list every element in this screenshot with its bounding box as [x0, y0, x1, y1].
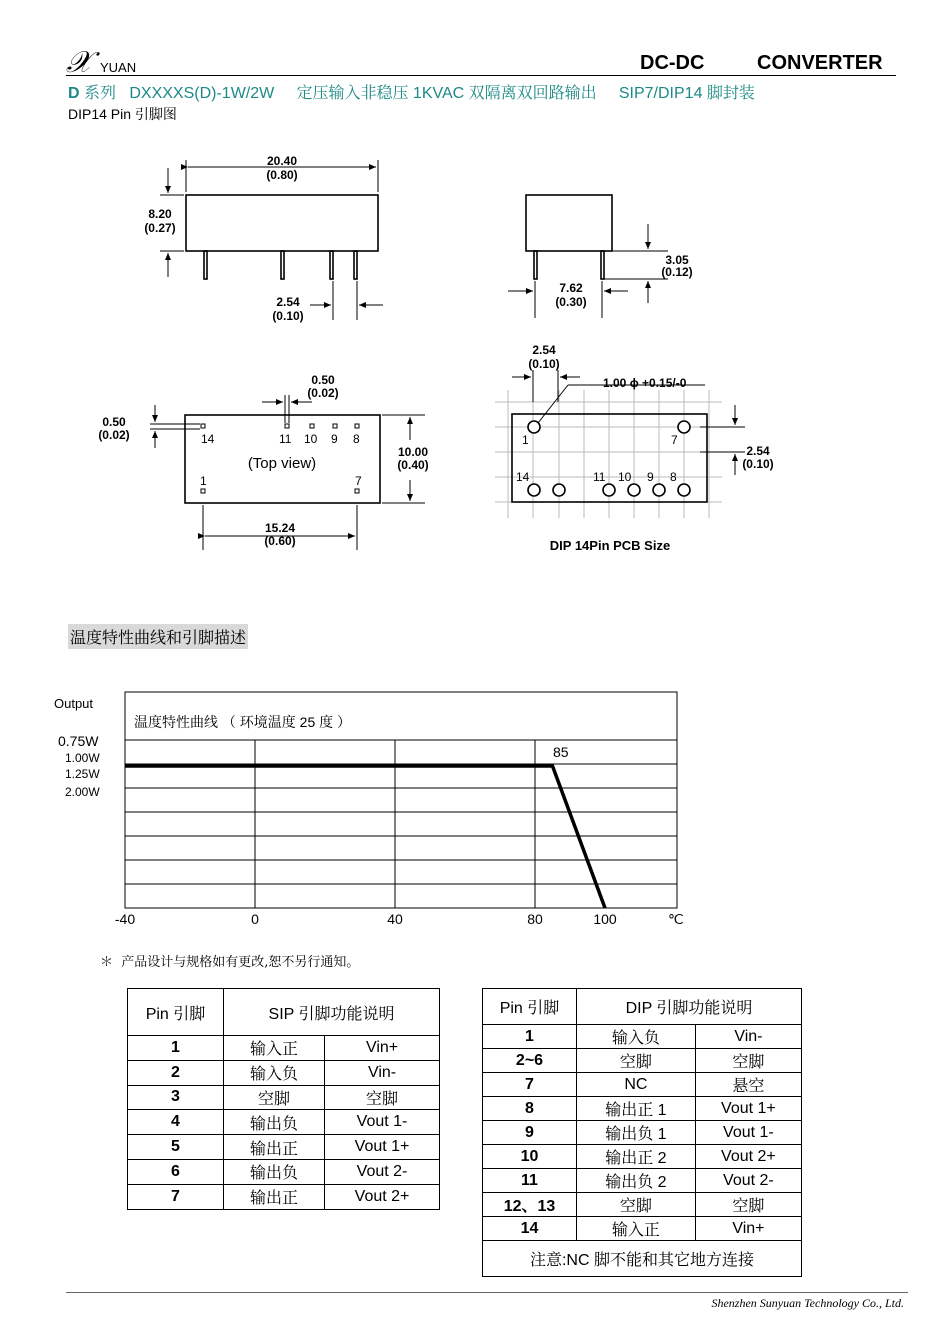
pin-signal-cell: Vout 2+: [325, 1184, 440, 1209]
dim-pcb-pitch-in: (0.10): [528, 357, 560, 371]
pin-signal-cell: Vin+: [695, 1217, 801, 1241]
pin-function-cell: 输入负: [577, 1025, 696, 1049]
pin-function-cell: 输出负 1: [577, 1121, 696, 1145]
derating-chart: [0, 680, 950, 930]
dim-pcb-row-pitch-in: (0.10): [742, 457, 774, 471]
dip-header-pin: Pin 引脚: [483, 989, 577, 1025]
pin-signal-cell: Vout 2-: [695, 1169, 801, 1193]
pin-number-cell: 10: [483, 1145, 577, 1169]
end-view-body: [526, 195, 612, 251]
chart-level-label: 2.00W: [65, 785, 100, 799]
pin-number-cell: 2: [128, 1060, 224, 1085]
dim-side-height: 8.20: [148, 207, 172, 221]
dim-pin-thick-in: (0.02): [98, 428, 130, 442]
table-row: [128, 1060, 440, 1085]
dim-pin-width-in: (0.02): [307, 386, 339, 400]
dim-side-height-in: (0.27): [144, 221, 176, 235]
footer-company: Shenzhen Sunyuan Technology Co., Ltd.: [711, 1296, 904, 1310]
chart-x-unit: ℃: [668, 911, 684, 927]
dim-side-width: 20.40: [266, 154, 298, 168]
table-row: [483, 1121, 802, 1145]
pin-signal-cell: Vout 1-: [325, 1110, 440, 1135]
chart-series-line: [125, 766, 605, 908]
table-row: [483, 1169, 802, 1193]
dim-pin-pitch-in: (0.10): [272, 309, 304, 323]
end-pin: [601, 251, 604, 279]
pcb-hole: [678, 484, 690, 496]
pin-number-cell: 3: [128, 1085, 224, 1110]
table-row: [483, 1145, 802, 1169]
table-row: [483, 1193, 802, 1217]
pin-signal-cell: 悬空: [695, 1073, 801, 1097]
pin-signal-cell: Vout 2+: [695, 1145, 801, 1169]
table-row: [128, 1085, 440, 1110]
pcb-pin-label: 14: [516, 470, 530, 484]
dim-row-spacing-in: (0.30): [555, 295, 587, 309]
pin-signal-cell: Vout 1+: [325, 1135, 440, 1160]
dim-end-pin-len-in: (0.12): [661, 265, 693, 279]
sip-header-pin: Pin 引脚: [128, 989, 224, 1036]
pin-signal-cell: 空脚: [695, 1049, 801, 1073]
pin-number-cell: 14: [483, 1217, 577, 1241]
table-row: [483, 1025, 802, 1049]
pin-function-cell: 输出负 2: [577, 1169, 696, 1193]
top-pin-label: 8: [353, 432, 360, 446]
table-row: [128, 1110, 440, 1135]
pin-number-cell: 7: [483, 1073, 577, 1097]
end-pin: [534, 251, 537, 279]
pin-signal-cell: Vin-: [695, 1025, 801, 1049]
pcb-hole: [528, 484, 540, 496]
side-pin: [204, 251, 207, 279]
chart-x-tick: 80: [527, 911, 543, 927]
dim-pin-span-in: (0.60): [264, 534, 296, 548]
header-title-left: DC-DC: [640, 52, 705, 74]
series-text: 系列 DXXXXS(D)-1W/2W 定压输入非稳压 1KVAC 双隔离双回路输出 SIP7/DIP14 脚封装: [79, 85, 755, 102]
pcb-pin-label: 8: [670, 470, 677, 484]
dim-body-depth-in: (0.40): [397, 458, 429, 472]
dip-footer-note: 注意:NC 脚不能和其它地方连接: [483, 1241, 802, 1277]
sip-header-desc: SIP 引脚功能说明: [224, 989, 440, 1036]
pcb-hole: [603, 484, 615, 496]
pcb-pin-label: 1: [522, 433, 529, 447]
pin-function-cell: 空脚: [577, 1049, 696, 1073]
table-row: [128, 1184, 440, 1209]
pcb-hole: [628, 484, 640, 496]
top-pin-label: 10: [304, 432, 318, 446]
side-pin: [330, 251, 333, 279]
header-title-right: CONVERTER: [757, 52, 883, 74]
pcb-pin-label: 11: [593, 470, 606, 484]
dim-side-width-in: (0.80): [266, 168, 298, 182]
dim-end-pin-len: 3.05: [665, 253, 689, 267]
table-row: [483, 1217, 802, 1241]
dim-pin-span: 15.24: [264, 521, 296, 535]
pin-signal-cell: Vout 2-: [325, 1159, 440, 1184]
side-view-body: [186, 195, 378, 251]
pcb-grid: [495, 390, 722, 518]
table-row: [483, 1097, 802, 1121]
pin-number-cell: 12、13: [483, 1193, 577, 1217]
pin-function-cell: 输出负: [224, 1110, 325, 1135]
chart-level-label: 0.75W: [58, 733, 99, 749]
section-title: 温度特性曲线和引脚描述: [68, 624, 248, 649]
chart-annotation: 85: [553, 744, 569, 760]
pin-function-cell: 输入负: [224, 1060, 325, 1085]
pin-function-cell: 输出正: [224, 1184, 325, 1209]
chart-x-tick: 100: [593, 911, 617, 927]
dim-pin-thick: 0.50: [102, 415, 126, 429]
pin-function-cell: 输出正 2: [577, 1145, 696, 1169]
chart-x-tick: 40: [387, 911, 403, 927]
pin-number-cell: 5: [128, 1135, 224, 1160]
pcb-caption: DIP 14Pin PCB Size: [549, 538, 671, 553]
sip-pin-table: [127, 988, 440, 1210]
pin-number-cell: 2~6: [483, 1049, 577, 1073]
top-pin-label: 11: [279, 432, 292, 446]
pin-number-cell: 4: [128, 1110, 224, 1135]
pcb-hole: [678, 421, 690, 433]
pin-function-cell: 输出正 1: [577, 1097, 696, 1121]
dim-pin-pitch: 2.54: [276, 295, 300, 309]
top-view-label: (Top view): [247, 455, 317, 472]
pin-function-cell: 输入正: [224, 1036, 325, 1061]
pin-number-cell: 1: [128, 1036, 224, 1061]
mechanical-drawings: [0, 140, 950, 560]
table-row: [128, 1135, 440, 1160]
pin-number-cell: 7: [128, 1184, 224, 1209]
chart-level-label: 1.00W: [65, 751, 100, 765]
pin-signal-cell: 空脚: [325, 1085, 440, 1110]
dip-header-desc: DIP 引脚功能说明: [577, 989, 802, 1025]
dim-pcb-hole: 1.00 ϕ +0.15/-0: [603, 376, 687, 390]
pin-signal-cell: 空脚: [695, 1193, 801, 1217]
chart-title: 温度特性曲线 （ 环境温度 25 度 ）: [134, 714, 352, 730]
pin-number-cell: 9: [483, 1121, 577, 1145]
series-prefix: D: [68, 85, 80, 102]
side-pin: [281, 251, 284, 279]
side-pin: [354, 251, 357, 279]
pin-function-cell: 空脚: [577, 1193, 696, 1217]
pin-number-cell: 11: [483, 1169, 577, 1193]
chart-x-tick: -40: [114, 911, 136, 927]
pin-signal-cell: Vin-: [325, 1060, 440, 1085]
bottom-pin-label: 1: [200, 474, 207, 488]
series-line: [68, 80, 755, 103]
pin-number-cell: 1: [483, 1025, 577, 1049]
header-rule: [66, 75, 896, 76]
company-logo: 𝒳: [66, 46, 92, 79]
pin-function-cell: NC: [577, 1073, 696, 1097]
pin-signal-cell: Vout 1+: [695, 1097, 801, 1121]
pin-function-cell: 输出正: [224, 1135, 325, 1160]
table-row: [128, 1159, 440, 1184]
dim-pin-width: 0.50: [311, 373, 335, 387]
pin-signal-cell: Vin+: [325, 1036, 440, 1061]
dim-pcb-pitch: 2.54: [532, 343, 556, 357]
dip-pin-table: [482, 988, 802, 1277]
pin-function-cell: 空脚: [224, 1085, 325, 1110]
pcb-pin-label: 10: [618, 470, 632, 484]
top-pin-label: 14: [201, 432, 215, 446]
table-row: [483, 1049, 802, 1073]
table-row: [483, 1241, 802, 1277]
bottom-pin-label: 7: [355, 474, 362, 488]
table-row: [128, 1036, 440, 1061]
disclaimer-note: ＊ 产品设计与规格如有更改,恕不另行通知。: [100, 955, 360, 970]
chart-ylabel: Output: [54, 696, 94, 711]
pcb-pin-label: 7: [671, 433, 678, 447]
pcb-pin-label: 9: [647, 470, 654, 484]
top-pin-label: 9: [331, 432, 338, 446]
dim-pcb-row-pitch: 2.54: [746, 444, 770, 458]
table-row: [483, 1073, 802, 1097]
pin-function-cell: 输入正: [577, 1217, 696, 1241]
subtitle: DIP14 Pin 引脚图: [68, 106, 177, 122]
pcb-hole: [653, 484, 665, 496]
chart-x-tick: 0: [251, 911, 259, 927]
pin-signal-cell: Vout 1-: [695, 1121, 801, 1145]
logo-text: YUAN: [100, 60, 137, 75]
chart-level-label: 1.25W: [65, 767, 100, 781]
pin-function-cell: 输出负: [224, 1159, 325, 1184]
pcb-hole: [553, 484, 565, 496]
dim-body-depth: 10.00: [397, 445, 429, 459]
footer-rule: [66, 1292, 908, 1293]
pin-number-cell: 8: [483, 1097, 577, 1121]
pin-number-cell: 6: [128, 1159, 224, 1184]
dim-row-spacing: 7.62: [559, 281, 583, 295]
